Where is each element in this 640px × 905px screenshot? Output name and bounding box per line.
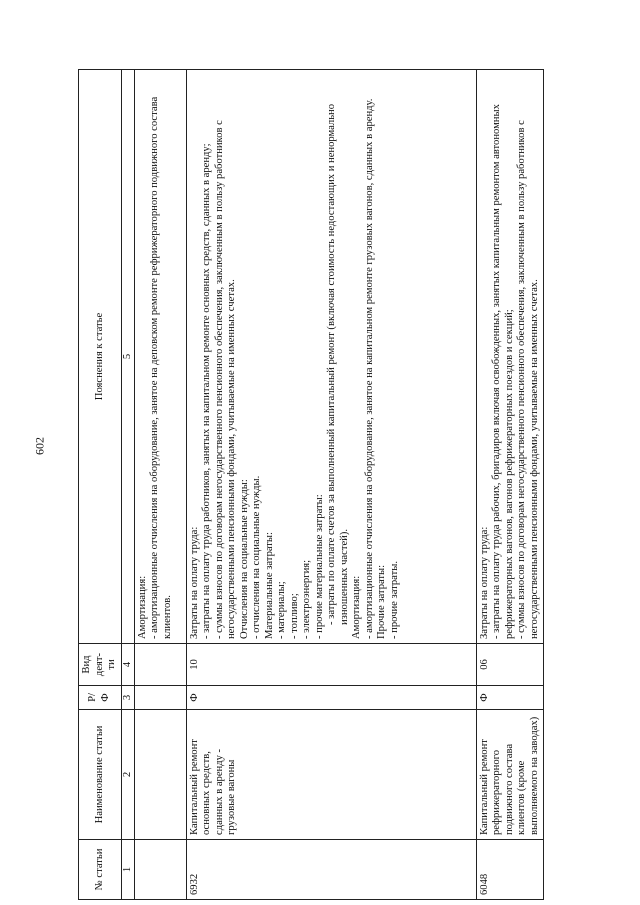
header-item-number: № статьи [79, 840, 122, 900]
item-rf: Ф [186, 686, 476, 710]
item-activity: 10 [186, 644, 476, 686]
table-row [476, 70, 544, 900]
explanation-line: Материальные затраты: [263, 532, 275, 639]
explanation-line: - материалы; [276, 581, 287, 639]
explanation-line: - электроэнергия; [301, 559, 312, 639]
item-number [134, 840, 186, 900]
rotated-table-container [78, 70, 583, 900]
explanation-line: - амортизационные отчисления на оборудование, занятое на капитальном ремонте грузовых вагонов, сданных в аренду. [363, 98, 375, 639]
explanation-line: Прочие затраты: [376, 564, 387, 639]
item-explanation [134, 70, 186, 644]
header-explanation: Пояснения к статье [79, 70, 122, 644]
explanation-line: - отчисления на социальные нужды. [251, 475, 262, 639]
item-name: Капитальный ремонт основных средств, сданных в аренду - грузовые вагоны [186, 710, 476, 840]
explanation-line: - прочие материальные затраты: [313, 494, 325, 639]
explanation-line: - суммы взносов по договорам негосударственного пенсионного обеспечения, заключенным в пользу работников с негосударственными пенсионными фондами, учитываемые на именных счетах. [213, 120, 237, 639]
item-explanation [476, 70, 544, 644]
item-name: Капитальный ремонт рефрижераторного подвижного состава клиентов (кроме выполняемого на заводах) [476, 710, 544, 840]
item-number: 6048 [476, 840, 544, 900]
explanation-line: Затраты на оплату труда: [188, 526, 200, 639]
item-rf [134, 686, 186, 710]
explanation-line: - прочие затраты. [388, 560, 400, 639]
column-number: 5 [121, 70, 134, 644]
explanation-line: Затраты на оплату труда: [478, 526, 490, 639]
table-wrap [78, 70, 583, 900]
page-number: 602 [32, 437, 47, 455]
header-item-name: Наименование статьи [79, 710, 122, 840]
column-number: 2 [121, 710, 134, 840]
item-rf: Ф [476, 686, 544, 710]
column-number: 1 [121, 840, 134, 900]
item-number: 6932 [186, 840, 476, 900]
explanation-line: - топливо; [288, 593, 300, 639]
explanation-line: - амортизационные отчисления на оборудование, занятое на деповском ремонте рефрижераторного подвижного состава клиентов. [149, 96, 173, 639]
explanation-line: Амортизация: [351, 575, 362, 639]
table-row [186, 70, 476, 900]
header-activity-type: Вид деят-ти [79, 644, 122, 686]
item-activity [134, 644, 186, 686]
explanation-line: Отчисления на социальные нужды: [238, 479, 250, 639]
explanation-line: Амортизация: [136, 575, 148, 639]
explanation-line: - затраты на оплату труда рабочих, бригадиров включая освобожденных, занятых капитальным ремонтом автономных рефрижераторных вагонов, вагонов рефрижераторных поездов и секций; [491, 104, 515, 639]
column-number: 4 [121, 644, 134, 686]
explanation-line: - затраты по оплате счетов за выполненный капитальный ремонт (включая стоимость недостающих и ненормально изношенных частей). [326, 103, 350, 625]
cost-items-table [78, 69, 544, 900]
explanation-line: - суммы взносов по договорам негосударственного пенсионного обеспечения, заключенным в пользу работников с негосударственными пенсионными фондами, учитываемые на именных счетах. [516, 120, 540, 639]
explanation-line: - затраты на оплату труда работников, занятых на капитальном ремонте основных средств, сданных в аренду; [201, 143, 212, 639]
column-number: 3 [121, 686, 134, 710]
item-activity: 06 [476, 644, 544, 686]
header-rf: Р/ Ф [79, 686, 122, 710]
item-name [134, 710, 186, 840]
table-row [134, 70, 186, 900]
item-explanation [186, 70, 476, 644]
